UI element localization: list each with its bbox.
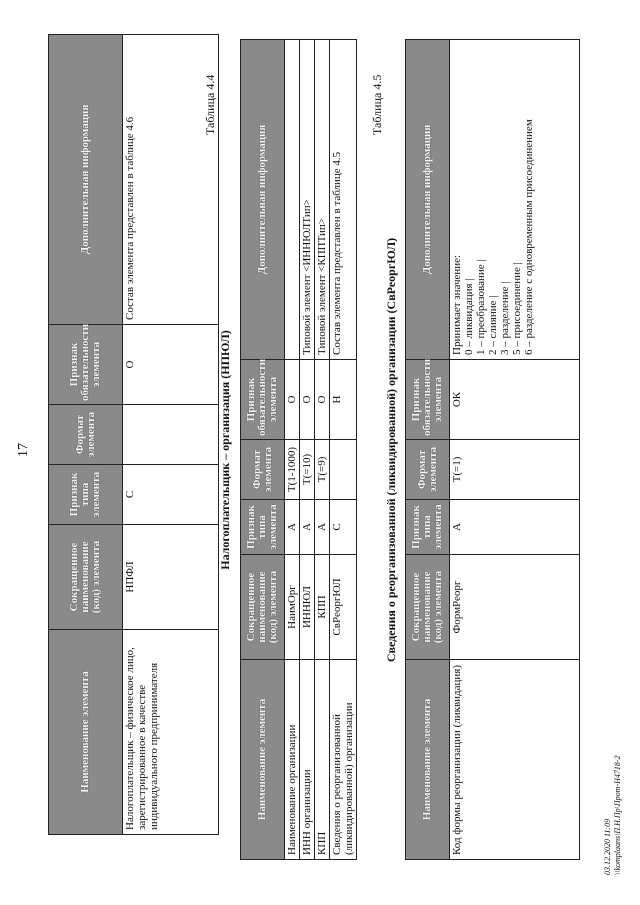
cell-required: О — [285, 360, 300, 440]
cell-format: T(1-1000) — [285, 440, 300, 500]
header-cell: Дополнительная информация — [241, 40, 285, 360]
cell-name: Наименование организации — [285, 660, 300, 860]
cell-required: Н — [330, 360, 357, 440]
cell-name: КПП — [315, 660, 330, 860]
table-caption: Сведения о реорганизованной (ликвидированной) организации (СвРеоргЮЛ) — [384, 237, 398, 663]
cell-format — [330, 440, 357, 500]
stamp-date: 03.12.2020 11:09 — [603, 818, 612, 875]
header-cell: Признак обязательности элемента — [49, 325, 123, 405]
table-caption: Налогоплательщик – организация (НПЮЛ) — [218, 330, 232, 570]
cell-code: ФормРеорг — [450, 555, 580, 660]
document-stamp — [603, 755, 623, 875]
cell-required: ОК — [450, 360, 580, 440]
table-npfl — [48, 34, 219, 835]
cell-code: КПП — [315, 555, 330, 660]
cell-format — [123, 405, 219, 465]
table-header-row — [406, 40, 450, 860]
header-cell: Дополнительная информация — [49, 35, 123, 325]
table-header-row — [241, 40, 285, 860]
cell-info: Состав элемента представлен в таблице 4.6 — [123, 35, 219, 325]
list-item: 0 – ликвидация | — [463, 278, 475, 355]
cell-info: Типовой элемент <КППТип> — [315, 40, 330, 360]
table-number: Таблица 4.4 — [203, 74, 217, 135]
table-npul — [240, 39, 357, 860]
cell-code: СвРеоргЮЛ — [330, 555, 357, 660]
cell-required: О — [300, 360, 315, 440]
header-cell: Дополнительная информация — [406, 40, 450, 360]
table-header-row — [49, 35, 123, 835]
header-cell: Признак обязательности элемента — [241, 360, 285, 440]
header-cell: Наименование элемента — [241, 660, 285, 860]
table-row — [315, 40, 330, 860]
info-title: Принимает значение: — [451, 254, 463, 355]
cell-name: Сведения о реорганизованной (ликвидированной) организации — [330, 660, 357, 860]
cell-type: А — [315, 500, 330, 555]
cell-code: НПФЛ — [123, 525, 219, 630]
cell-name: ИНН организации — [300, 660, 315, 860]
page-number: 17 — [16, 443, 31, 457]
value-list — [463, 44, 535, 355]
cell-type: А — [285, 500, 300, 555]
cell-name: Код формы реорганизации (ликвидация) — [450, 660, 580, 860]
list-item: 3 – разделение | — [499, 281, 511, 355]
cell-format: T(=10) — [300, 440, 315, 500]
cell-info: Типовой элемент <ИННЮЛТип> — [300, 40, 315, 360]
cell-info — [285, 40, 300, 360]
header-cell: Признак типа элемента — [406, 500, 450, 555]
cell-type: С — [330, 500, 357, 555]
table-row — [300, 40, 315, 860]
cell-info — [450, 40, 580, 360]
header-cell: Признак обязательности элемента — [406, 360, 450, 440]
cell-type: А — [300, 500, 315, 555]
cell-format: T(=9) — [315, 440, 330, 500]
cell-code: НаимОрг — [285, 555, 300, 660]
list-item: 5 – присоединение | — [511, 262, 523, 355]
cell-format: T(=1) — [450, 440, 580, 500]
table-number: Таблица 4.5 — [370, 74, 384, 135]
cell-code: ИННЮЛ — [300, 555, 315, 660]
header-cell: Формат элемента — [49, 405, 123, 465]
header-cell: Сокращенное наименование (код) элемента — [49, 525, 123, 630]
cell-required: О — [123, 325, 219, 405]
table-row — [285, 40, 300, 860]
cell-type: С — [123, 465, 219, 525]
header-cell: Сокращенное наименование (код) элемента — [406, 555, 450, 660]
list-item: 1 – преобразование | — [475, 259, 487, 355]
table-svreorgul — [405, 39, 580, 860]
stamp-path: \\komplaans\П.Н.Пр\Прот-H4718-2 — [613, 755, 622, 875]
header-cell: Формат элемента — [241, 440, 285, 500]
list-item: 2 – слияние | — [487, 295, 499, 355]
table-row — [123, 35, 219, 835]
header-cell: Формат элемента — [406, 440, 450, 500]
header-cell: Наименование элемента — [49, 630, 123, 835]
table-row — [450, 40, 580, 860]
header-cell: Признак типа элемента — [241, 500, 285, 555]
cell-info: Состав элемента представлен в таблице 4.5 — [330, 40, 357, 360]
cell-required: О — [315, 360, 330, 440]
header-cell: Сокращенное наименование (код) элемента — [241, 555, 285, 660]
cell-name: Налогоплательщик – физическое лицо, зарегистрированное в качестве индивидуального предпринимателя — [123, 630, 219, 835]
cell-type: А — [450, 500, 580, 555]
list-item: 6 – разделение с одновременным присоединением — [523, 119, 535, 355]
header-cell: Наименование элемента — [406, 660, 450, 860]
header-cell: Признак типа элемента — [49, 465, 123, 525]
table-row — [330, 40, 357, 860]
